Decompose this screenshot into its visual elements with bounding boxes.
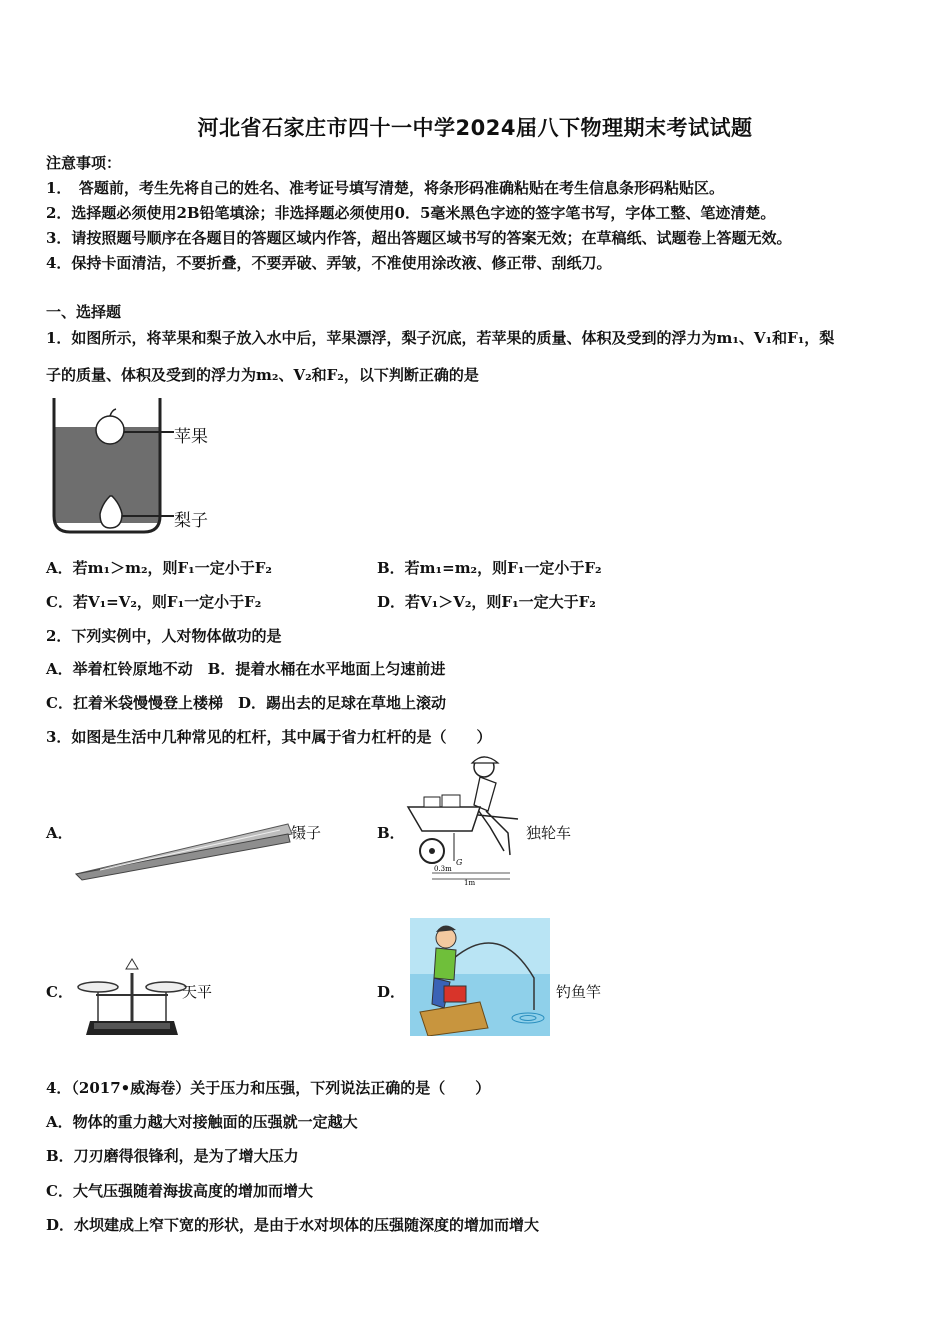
q3-option-b-label: B． [377,824,405,842]
q3-option-a-text: 镊子 [291,824,322,842]
q4-option-c: C．大气压强随着海拔高度的增加而增大 [46,1182,313,1200]
left-pan [78,982,118,992]
q3-stem: 3．如图是生活中几种常见的杠杆，其中属于省力杠杆的是（ ） [46,728,492,746]
notice-item-3: 3．请按照题号顺序在各题目的答题区域内作答，超出答题区域书写的答案无效；在草稿纸、试题卷上答题无效。 [46,229,792,247]
q1-option-d: D．若V₁＞V₂，则F₁一定大于F₂ [377,593,596,611]
q2-stem: 2．下列实例中，人对物体做功的是 [46,627,282,645]
gravity-label: G [456,858,463,867]
distance-label-1: 0.3m [434,865,452,873]
page-title: 河北省石家庄市四十一中学2024届八下物理期末考试试题 [197,116,753,140]
q2-options-ab: A．举着杠铃原地不动 B．提着水桶在水平地面上匀速前进 [46,660,446,678]
notice-item-1: 1． 答题前，考生先将自己的姓名、准考证号填写清楚，将条形码准确粘贴在考生信息条形码粘贴区。 [46,179,724,197]
q1-option-a: A．若m₁＞m₂，则F₁一定小于F₂ [46,559,272,577]
apple [96,416,124,444]
q3-option-a-label: A． [46,824,73,842]
notice-heading: 注意事项： [46,154,122,172]
q1-option-b: B．若m₁=m₂，则F₁一定小于F₂ [377,559,602,577]
q4-stem: 4．（2017•威海卷）关于压力和压强，下列说法正确的是（ ） [46,1079,491,1097]
apple-label: 苹果 [174,427,208,447]
tweezers-figure [70,812,295,884]
notice-item-2: 2．选择题必须使用2B铅笔填涂；非选择题必须使用0．5毫米黑色字迹的签字笔书写，字体工整、笔迹清楚。 [46,204,776,222]
distance-label-2: 1m [464,879,476,887]
q4-option-a: A．物体的重力越大对接触面的压强就一定越大 [46,1113,358,1131]
wheelbarrow-figure [400,755,530,887]
q1-option-c: C．若V₁=V₂，则F₁一定小于F₂ [46,593,262,611]
bucket [444,986,466,1002]
q3-option-c-label: C． [46,983,73,1001]
q3-option-d-text: 钓鱼竿 [556,983,602,1001]
notice-item-4: 4．保持卡面清洁，不要折叠，不要弄破、弄皱，不准使用涂改液、修正带、刮纸刀。 [46,254,612,272]
fisherman-shirt [434,948,456,980]
q3-option-d-label: D． [377,983,406,1001]
q3-option-c-text: 天平 [182,983,213,1001]
barrow-tray [408,807,480,831]
q3-option-b-text: 独轮车 [526,824,572,842]
q1-stem-line1: 1．如图所示，将苹果和梨子放入水中后，苹果漂浮，梨子沉底，若苹果的质量、体积及受到的浮力为m₁、V₁和F₁，梨 [46,329,835,347]
fishing-figure [410,918,550,1036]
helmet [472,757,498,763]
balance-figure [76,955,188,1043]
q1-stem-line2: 子的质量、体积及受到的浮力为m₂、V₂和F₂，以下判断正确的是 [46,366,479,384]
q4-option-d: D．水坝建成上窄下宽的形状，是由于水对坝体的压强随深度的增加而增大 [46,1216,540,1234]
right-pan [146,982,186,992]
q2-options-cd: C．扛着米袋慢慢登上楼梯 D．踢出去的足球在草地上滚动 [46,694,446,712]
section-heading: 一、选择题 [46,303,122,321]
q4-option-b: B．刀刃磨得很锋利，是为了增大压力 [46,1147,299,1165]
worker-body [474,777,496,811]
pear-label: 梨子 [174,511,208,531]
